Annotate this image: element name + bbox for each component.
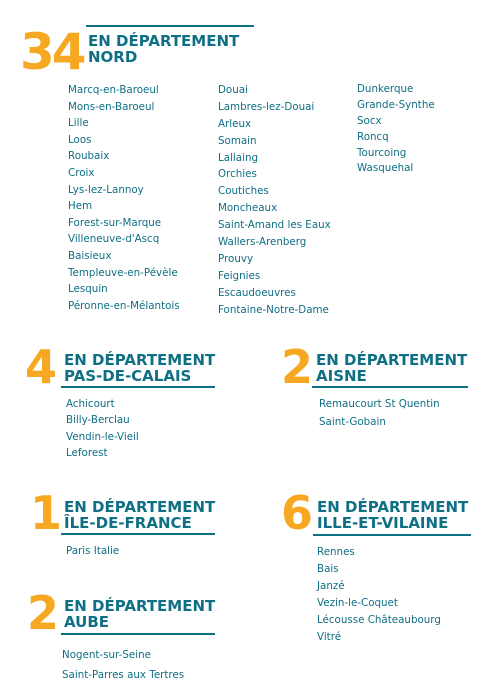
city-name: Janzé: [317, 580, 345, 593]
section-title-line2: AISNE: [316, 367, 367, 385]
city-name: Lesquin: [68, 283, 108, 296]
city-name: Socx: [357, 114, 382, 127]
city-name: Paris Italie: [66, 545, 120, 557]
section-title-line1: EN DÉPARTEMENT: [64, 351, 216, 369]
city-name: Billy-Berclau: [66, 414, 130, 427]
city-list: [317, 544, 441, 647]
city-name: Grande-Synthe: [357, 98, 435, 111]
city-name: Moncheaux: [218, 202, 278, 215]
section-title-line1: EN DÉPARTEMENT: [88, 32, 240, 50]
city-name: Vitré: [317, 631, 342, 644]
city-name: Roubaix: [68, 150, 110, 163]
section-title-line2: AUBE: [64, 613, 110, 631]
city-name: Nogent-sur-Seine: [62, 649, 151, 661]
city-name: Lallaing: [218, 151, 259, 164]
city-name: Saint-Parres aux Tertres: [62, 669, 185, 681]
city-name: Lambres-lez-Douai: [218, 100, 315, 113]
city-name: Forest-sur-Marque: [68, 216, 162, 229]
section-count: 4: [25, 340, 55, 394]
city-name: Templeuve-en-Pévèle: [68, 266, 178, 279]
city-name: Péronne-en-Mélantois: [68, 299, 180, 312]
section-rule: [61, 633, 215, 635]
city-name: Bais: [317, 563, 339, 576]
section-count: 1: [30, 486, 60, 540]
city-name: Leforest: [66, 447, 108, 460]
city-name: Saint-Amand les Eaux: [218, 219, 331, 232]
section-title-line1: EN DÉPARTEMENT: [316, 351, 468, 369]
section-title-line2: ÎLE-DE-FRANCE: [64, 514, 192, 532]
city-name: Escaudoeuvres: [218, 286, 296, 299]
city-name: Feignies: [218, 269, 261, 282]
section-count: 2: [281, 340, 311, 394]
city-name: Wallers-Arenberg: [218, 236, 307, 249]
city-name: Vezin-le-Coquet: [317, 597, 398, 610]
section-title-line1: EN DÉPARTEMENT: [64, 498, 216, 516]
section-rule: [313, 534, 471, 536]
section-title-line2: NORD: [88, 48, 138, 66]
city-name: Saint-Gobain: [319, 415, 386, 428]
city-name: Tourcoing: [357, 146, 407, 159]
section-count: 34: [20, 23, 84, 81]
city-name: Rennes: [317, 546, 355, 558]
city-name: Baisieux: [68, 249, 112, 262]
city-name: Douai: [218, 84, 248, 96]
city-list: [62, 645, 184, 685]
city-name: Orchies: [218, 168, 257, 181]
city-name: Hem: [68, 200, 93, 213]
city-name: Croix: [68, 166, 95, 179]
section-title-line1: EN DÉPARTEMENT: [64, 597, 216, 615]
city-name: Loos: [68, 133, 92, 146]
city-name: Marcq-en-Baroeul: [68, 84, 159, 96]
city-name: Lys-lez-Lannoy: [68, 183, 144, 196]
city-name: Arleux: [218, 117, 252, 130]
section-count: 2: [27, 586, 57, 640]
city-name: Mons-en-Baroeul: [68, 100, 155, 113]
city-name: Lécousse Châteaubourg: [317, 614, 441, 627]
city-name: Lille: [68, 117, 89, 130]
section-count: 6: [281, 486, 311, 540]
section-title-line2: ILLE-ET-VILAINE: [317, 514, 449, 532]
city-name: Remaucourt St Quentin: [319, 398, 440, 410]
city-name: Somain: [218, 134, 257, 147]
city-name: Prouvy: [218, 252, 254, 265]
section-title-line2: PAS-DE-CALAIS: [64, 367, 192, 385]
city-name: Villeneuve-d'Ascq: [68, 233, 160, 246]
city-name: Fontaine-Notre-Dame: [218, 303, 329, 316]
section-title-line1: EN DÉPARTEMENT: [317, 498, 469, 516]
city-name: Coutiches: [218, 185, 269, 198]
city-name: Wasquehal: [357, 162, 414, 175]
city-name: Roncq: [357, 130, 389, 143]
city-name: Dunkerque: [357, 83, 414, 95]
city-name: Vendin-le-Vieil: [66, 430, 139, 443]
city-name: Achicourt: [66, 398, 115, 410]
